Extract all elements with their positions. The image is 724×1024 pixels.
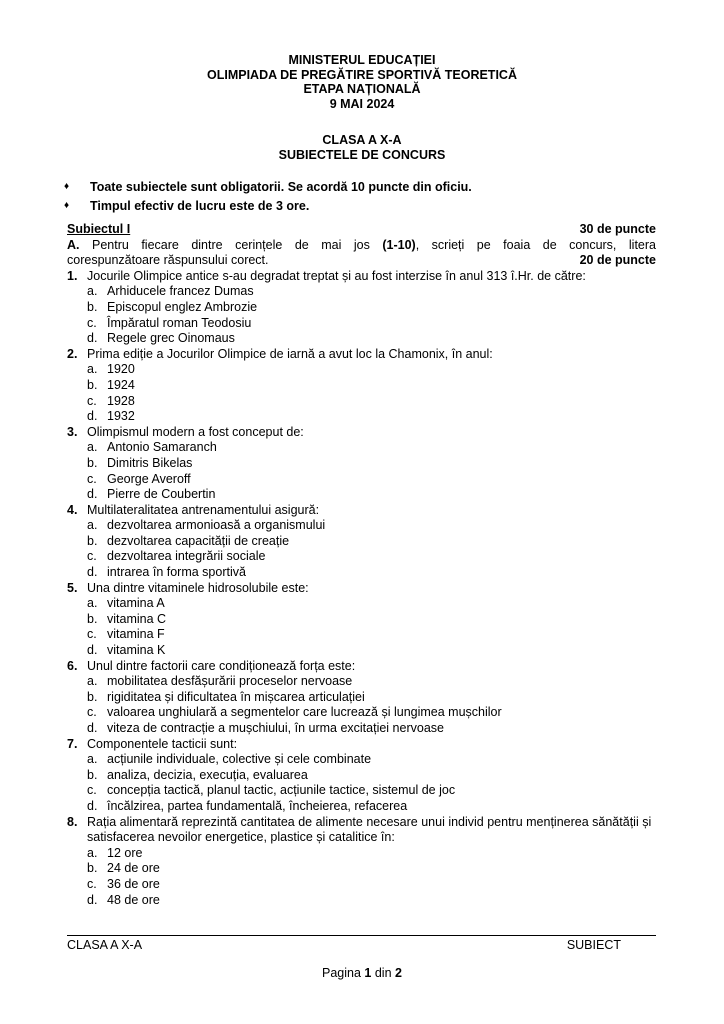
option-letter: b. [87,377,98,392]
option-letter: a. [87,596,98,611]
option-text: Dimitris Bikelas [107,455,193,470]
answer-option [67,565,656,581]
question-text: Componentele tacticii sunt: [87,736,238,751]
option-text: vitamina A [107,596,165,611]
option-text: Împăratul roman Teodosiu [107,315,252,330]
page-prefix: Pagina [322,966,361,980]
option-letter: d. [87,643,98,658]
option-letter: d. [87,331,98,346]
question-text: Una dintre vitaminele hidrosolubile este: [87,580,309,595]
answer-option [67,409,656,425]
answer-option [67,612,656,628]
option-letter: c. [87,549,97,564]
option-text: 36 de ore [107,876,160,891]
answer-option [67,768,656,784]
answer-option [67,861,656,877]
exam-rules [64,177,664,215]
option-letter: b. [87,455,98,470]
page-mid: din [374,966,392,980]
option-letter: d. [87,798,98,813]
option-letter: c. [87,315,97,330]
option-text: Pierre de Coubertin [107,487,216,502]
part-intro-text: Pentru fiecare dintre cerințele de mai jos [92,237,370,252]
answer-option [67,721,656,737]
part-intro-end: corespunzătoare răspunsului corect. [67,253,269,268]
option-text: Arhiducele francez Dumas [107,284,254,299]
option-text: 12 ore [107,845,143,860]
answer-option [67,394,656,410]
answer-option [67,472,656,488]
diamond-bullet-icon: ♦ [64,200,70,211]
stage-title: ETAPA NAȚIONALĂ [303,82,421,96]
page-footer [67,938,621,952]
footer-label: SUBIECT [566,938,621,952]
answer-option [67,518,656,534]
option-letter: a. [87,752,98,767]
document-header [0,53,724,111]
answer-option [67,643,656,659]
question-item [67,737,656,753]
rule-item [64,177,664,196]
question-text: Olimpismul modern a fost conceput de: [87,424,304,439]
option-letter: a. [87,362,98,377]
option-letter: c. [87,471,97,486]
question-number: 4. [67,502,78,517]
answer-option [67,316,656,332]
option-letter: b. [87,533,98,548]
question-number: 6. [67,658,78,673]
rule-text: Toate subiectele sunt obligatorii. Se acordă 10 puncte din oficiu. [90,179,472,194]
option-text: mobilitatea desfășurării proceselor nervoase [107,674,353,689]
answer-option [67,362,656,378]
answer-option [67,690,656,706]
question-item [67,581,656,597]
answer-option [67,846,656,862]
answer-option [67,596,656,612]
answer-option [67,674,656,690]
option-letter: b. [87,611,98,626]
part-range: (1-10) [382,237,416,252]
option-letter: c. [87,393,97,408]
part-intro-line2 [67,253,656,269]
option-letter: b. [87,299,98,314]
answer-option [67,487,656,503]
document-subheader [0,133,724,162]
diamond-bullet-icon: ♦ [64,181,70,192]
section-points: 30 de puncte [579,222,656,236]
option-text: dezvoltarea armonioasă a organismului [107,518,326,533]
option-text: rigiditatea și dificultatea în mișcarea articulației [107,689,365,704]
option-text: vitamina K [107,643,166,658]
option-letter: a. [87,440,98,455]
option-text: 1920 [107,362,135,377]
ministry-title: MINISTERUL EDUCAȚIEI [288,53,436,67]
option-text: 1928 [107,393,135,408]
answer-option [67,534,656,550]
question-item [67,815,656,846]
olympiad-title: OLIMPIADA DE PREGĂTIRE SPORTIVĂ TEORETICĂ [207,67,517,82]
rule-text: Timpul efectiv de lucru este de 3 ore. [90,198,310,213]
part-intro [67,238,656,254]
option-text: Episcopul englez Ambrozie [107,299,258,314]
answer-option [67,331,656,347]
option-letter: d. [87,721,98,735]
page-number [0,966,724,980]
section-heading [67,222,656,238]
option-text: vitamina C [107,611,167,626]
option-text: Antonio Samaranch [107,440,217,455]
question-number: 7. [67,736,78,751]
answer-option [67,799,656,815]
option-letter: b. [87,689,98,704]
option-text: încălzirea, partea fundamentală, încheierea, refacerea [107,798,408,813]
option-letter: d. [87,409,98,424]
option-letter: a. [87,284,98,299]
question-item [67,269,656,285]
page-current: 1 [364,966,372,980]
rule-item [64,196,664,215]
option-letter: a. [87,845,98,860]
subjects-title: SUBIECTELE DE CONCURS [278,147,446,162]
page-total: 2 [395,966,402,980]
answer-option [67,783,656,799]
option-letter: d. [87,565,98,580]
question-item [67,659,656,675]
part-label: A. [67,237,80,252]
question-number: 5. [67,580,78,595]
exam-date: 9 MAI 2024 [329,96,395,111]
option-text: dezvoltarea integrării sociale [107,549,266,564]
answer-option [67,752,656,768]
question-text: Rația alimentară reprezintă cantitatea de alimente necesare unui individ pentru menținerea sănătății și satisfacerea nevoilor energetice, plastice și catalitice în: [87,814,652,845]
option-text: acțiunile individuale, colective și cele combinate [107,752,372,767]
question-number: 3. [67,424,78,439]
answer-option [67,549,656,565]
footer-class: CLASA A X-A [67,938,143,952]
question-text: Prima ediție a Jocurilor Olimpice de iarnă a avut loc la Chamonix, în anul: [87,346,493,361]
question-number: 2. [67,346,78,361]
option-letter: d. [87,892,98,907]
option-letter: b. [87,861,98,876]
question-number: 8. [67,814,78,829]
option-text: 48 de ore [107,892,160,907]
option-letter: c. [87,705,97,720]
option-letter: b. [87,767,98,782]
question-text: Multilateralitatea antrenamentului asigură: [87,502,320,517]
answer-option [67,456,656,472]
option-letter: c. [87,627,97,642]
part-points: 20 de puncte [579,253,656,268]
footer-divider [67,935,656,936]
question-item [67,425,656,441]
question-item [67,503,656,519]
option-text: 24 de ore [107,861,160,876]
option-text: viteza de contracție a mușchiului, în urma excitației nervoase [107,721,444,735]
answer-option [67,877,656,893]
answer-option [67,284,656,300]
section-title: Subiectul I [67,222,131,236]
class-title: CLASA A X-A [322,133,402,147]
option-text: vitamina F [107,627,165,642]
option-text: dezvoltarea capacității de creație [107,533,290,548]
option-text: valoarea unghiulară a segmentelor care lucrează și lungimea mușchilor [107,705,502,720]
option-letter: d. [87,487,98,502]
option-text: 1924 [107,377,135,392]
answer-option [67,893,656,909]
answer-option [67,440,656,456]
question-list [67,269,656,908]
option-letter: a. [87,674,98,689]
option-text: 1932 [107,409,135,424]
answer-option [67,705,656,721]
question-text: Unul dintre factorii care condiționează forța este: [87,658,356,673]
option-text: concepția tactică, planul tactic, acțiunile tactice, sistemul de joc [107,783,456,798]
part-intro-text-cont: , scrieți pe foaia de concurs, litera [415,237,656,252]
option-letter: a. [87,518,98,533]
option-text: Regele grec Oinomaus [107,331,235,346]
subject-content [67,222,656,908]
option-letter: c. [87,876,97,891]
answer-option [67,627,656,643]
question-item [67,347,656,363]
question-text: Jocurile Olimpice antice s-au degradat treptat și au fost interzise în anul 313 î.Hr. de către: [87,268,586,283]
option-text: analiza, decizia, execuția, evaluarea [107,767,308,782]
option-text: intrarea în forma sportivă [107,565,246,580]
question-number: 1. [67,268,78,283]
option-letter: c. [87,783,97,798]
option-text: George Averoff [107,471,191,486]
answer-option [67,300,656,316]
answer-option [67,378,656,394]
